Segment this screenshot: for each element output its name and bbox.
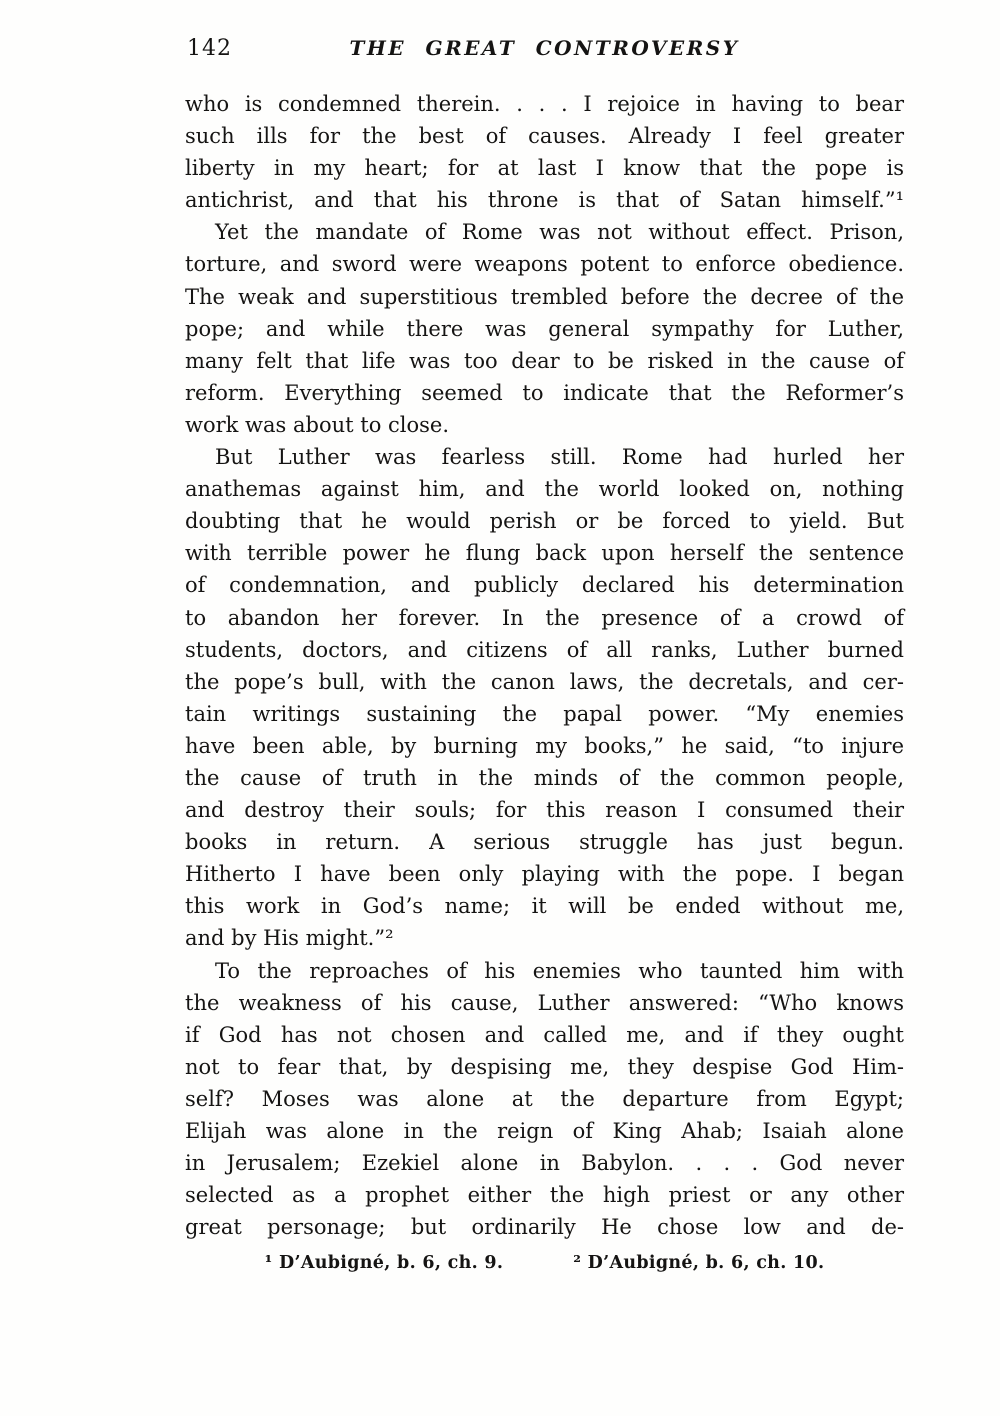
text-line: not to fear that, by despising me, they despise God Him- — [185, 1054, 904, 1079]
text-line: of condemnation, and publicly declared his determination — [185, 573, 904, 598]
paragraph — [185, 88, 904, 216]
text-line: the cause of truth in the minds of the common people, — [185, 765, 904, 790]
text-line: books in return. A serious struggle has just begun. — [185, 830, 904, 855]
running-title: THE GREAT CONTROVERSY — [349, 36, 740, 60]
paragraph — [185, 441, 904, 955]
text-line: students, doctors, and citizens of all ranks, Luther burned — [185, 637, 904, 662]
text-line: To the reproaches of his enemies who taunted him with — [215, 958, 904, 983]
paragraph — [185, 955, 904, 1244]
text-line: with terrible power he flung back upon herself the sentence — [185, 541, 904, 566]
text-line: great personage; but ordinarily He chose low and de- — [185, 1215, 904, 1240]
footnote-2: ² D’Aubigné, b. 6, ch. 10. — [573, 1253, 825, 1274]
text-line: reform. Everything seemed to indicate that the Reformer’s — [185, 380, 904, 405]
page-content — [185, 0, 904, 1273]
text-line: to abandon her forever. In the presence of a crowd of — [185, 605, 904, 630]
text-line: the pope’s bull, with the canon laws, the decretals, and cer- — [185, 669, 904, 694]
text-line: antichrist, and that his throne is that of Satan himself.”¹ — [185, 188, 904, 213]
page-number: 142 — [187, 36, 232, 61]
text-line: who is condemned therein. . . . I rejoice in having to bear — [185, 92, 904, 116]
text-line: tain writings sustaining the papal power. “My enemies — [185, 701, 904, 726]
text-line: The weak and superstitious trembled before the decree of the — [185, 284, 904, 309]
text-line: Yet the mandate of Rome was not without effect. Prison, — [215, 220, 904, 245]
text-line: this work in God’s name; it will be ended without me, — [185, 894, 904, 919]
footnote-row — [185, 1253, 904, 1273]
text-line: the weakness of his cause, Luther answered: “Who knows — [185, 990, 904, 1015]
text-line: work was about to close. — [185, 412, 450, 437]
text-line: Elijah was alone in the reign of King Ahab; Isaiah alone — [185, 1119, 904, 1143]
text-line: pope; and while there was general sympathy for Luther, — [185, 316, 904, 341]
text-line: such ills for the best of causes. Already I feel greater — [185, 124, 904, 149]
text-line: and by His might.”² — [185, 926, 394, 951]
text-line: if God has not chosen and called me, and if they ought — [185, 1022, 904, 1047]
footnote-1: ¹ D’Aubigné, b. 6, ch. 9. — [264, 1253, 504, 1274]
text-line: anathemas against him, and the world looked on, nothing — [185, 477, 904, 502]
text-line: have been able, by burning my books,” he said, “to injure — [185, 733, 904, 758]
text-line: doubting that he would perish or be forced to yield. But — [185, 509, 904, 534]
text-line: and destroy their souls; for this reason I consumed their — [185, 798, 904, 823]
page-text — [185, 88, 904, 1243]
text-line: many felt that life was too dear to be risked in the cause of — [185, 348, 904, 373]
text-line: But Luther was fearless still. Rome had hurled her — [215, 445, 904, 470]
page-header — [185, 36, 904, 66]
text-line: in Jerusalem; Ezekiel alone in Babylon. . . . God never — [185, 1151, 904, 1176]
text-line: selected as a prophet either the high priest or any other — [185, 1183, 904, 1208]
text-line: torture, and sword were weapons potent to enforce obedience. — [185, 252, 904, 277]
paragraph — [185, 216, 904, 441]
text-line: Hitherto I have been only playing with the pope. I began — [185, 862, 904, 887]
text-line: liberty in my heart; for at last I know that the pope is — [185, 156, 904, 181]
text-line: self? Moses was alone at the departure from Egypt; — [185, 1086, 904, 1111]
